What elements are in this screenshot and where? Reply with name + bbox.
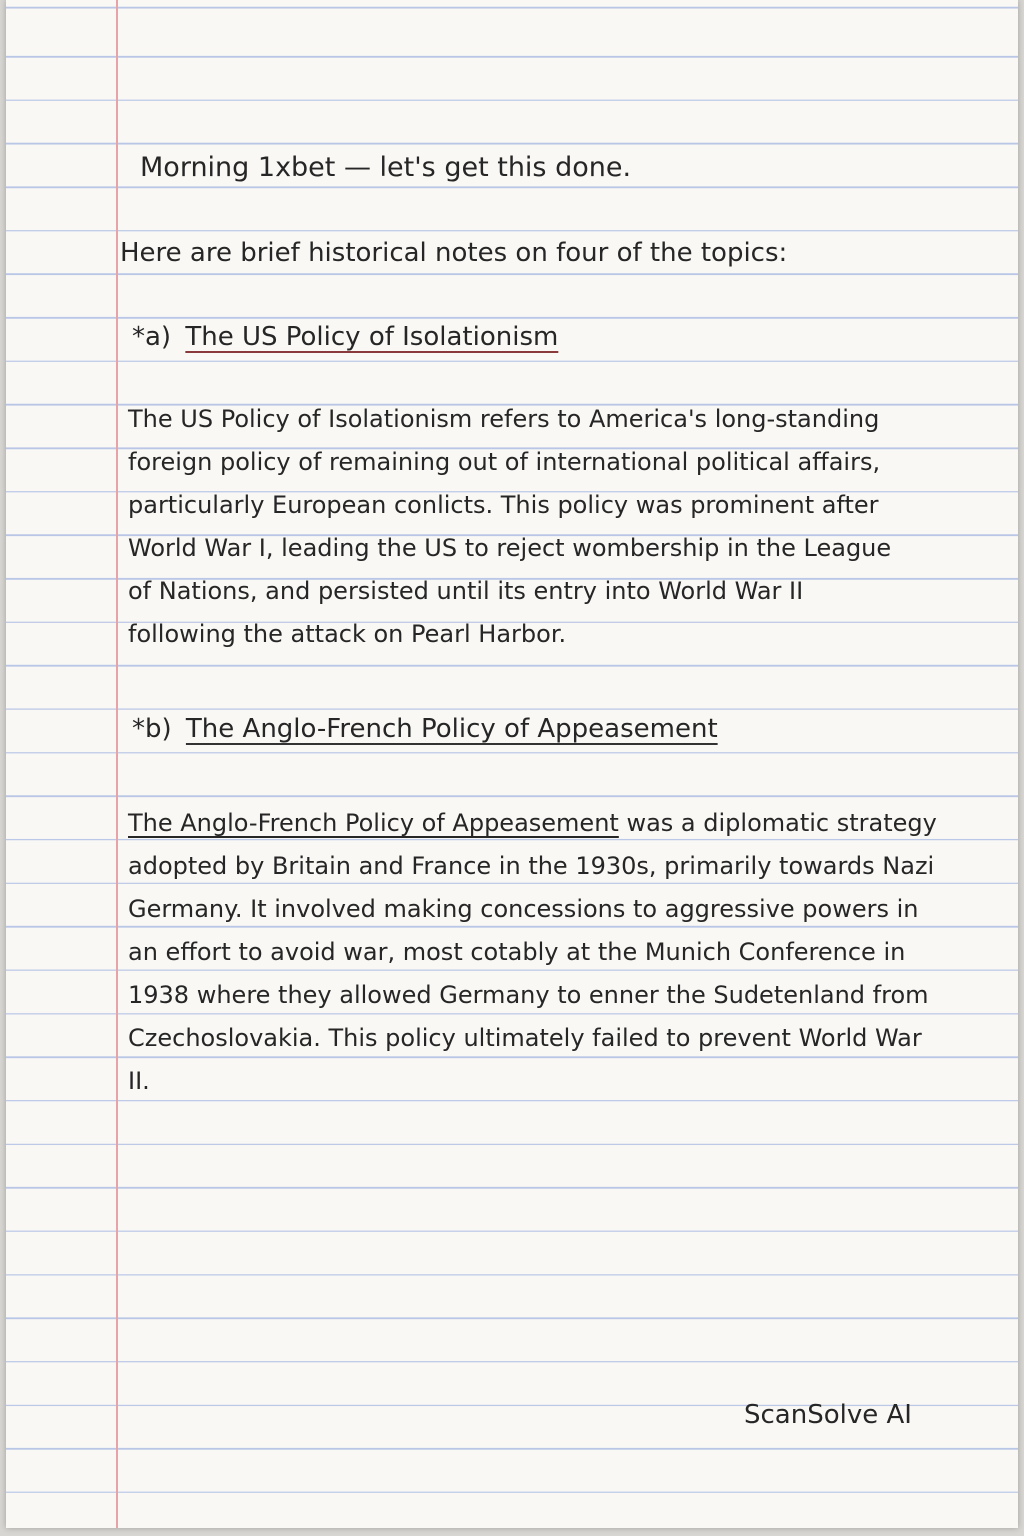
greeting-line: Morning 1xbet — let's get this done. (140, 152, 632, 183)
paragraph-text: was a diplomatic strategy (618, 809, 937, 837)
section-a-heading (132, 322, 558, 352)
intro-line: Here are brief historical notes on four of the topics: (120, 238, 788, 268)
paragraph-line (128, 802, 948, 845)
paragraph-line: World War I, leading the US to reject wombership in the League (128, 534, 892, 562)
paragraph-line: of Nations, and persisted until its entry into World War II (128, 577, 804, 605)
section-a-title: The US Policy of Isolationism (185, 322, 559, 352)
paragraph-line: Czechoslovakia. This policy ultimately failed to prevent World War (128, 1024, 922, 1052)
paragraph-line: 1938 where they allowed Germany to enner the Sudetenland from (128, 981, 929, 1009)
section-b-heading (132, 714, 718, 744)
signature: ScanSolve AI (744, 1400, 912, 1430)
paragraph-line: II. (128, 1067, 150, 1095)
paragraph-line: particularly European conlicts. This policy was prominent after (128, 491, 879, 519)
margin-line (116, 0, 118, 1528)
paragraph-line: The US Policy of Isolationism refers to America's long-standing (128, 405, 880, 433)
paragraph-line: foreign policy of remaining out of international political affairs, (128, 448, 881, 476)
section-a-marker: *a) (132, 322, 172, 352)
section-b-marker: *b) (132, 714, 172, 744)
paragraph-line: Germany. It involved making concessions to aggressive powers in (128, 895, 919, 923)
paragraph-line: an effort to avoid war, most cotably at the Munich Conference in (128, 938, 906, 966)
section-b-title: The Anglo-French Policy of Appeasement (185, 714, 718, 744)
section-b-paragraph (128, 802, 948, 1103)
paragraph-line: adopted by Britain and France in the 1930s, primarily towards Nazi (128, 852, 935, 880)
section-a-paragraph (128, 398, 948, 656)
underlined-term: The Anglo-French Policy of Appeasement (128, 809, 619, 837)
paragraph-line: following the attack on Pearl Harbor. (128, 620, 567, 648)
notebook-page (6, 0, 1018, 1528)
